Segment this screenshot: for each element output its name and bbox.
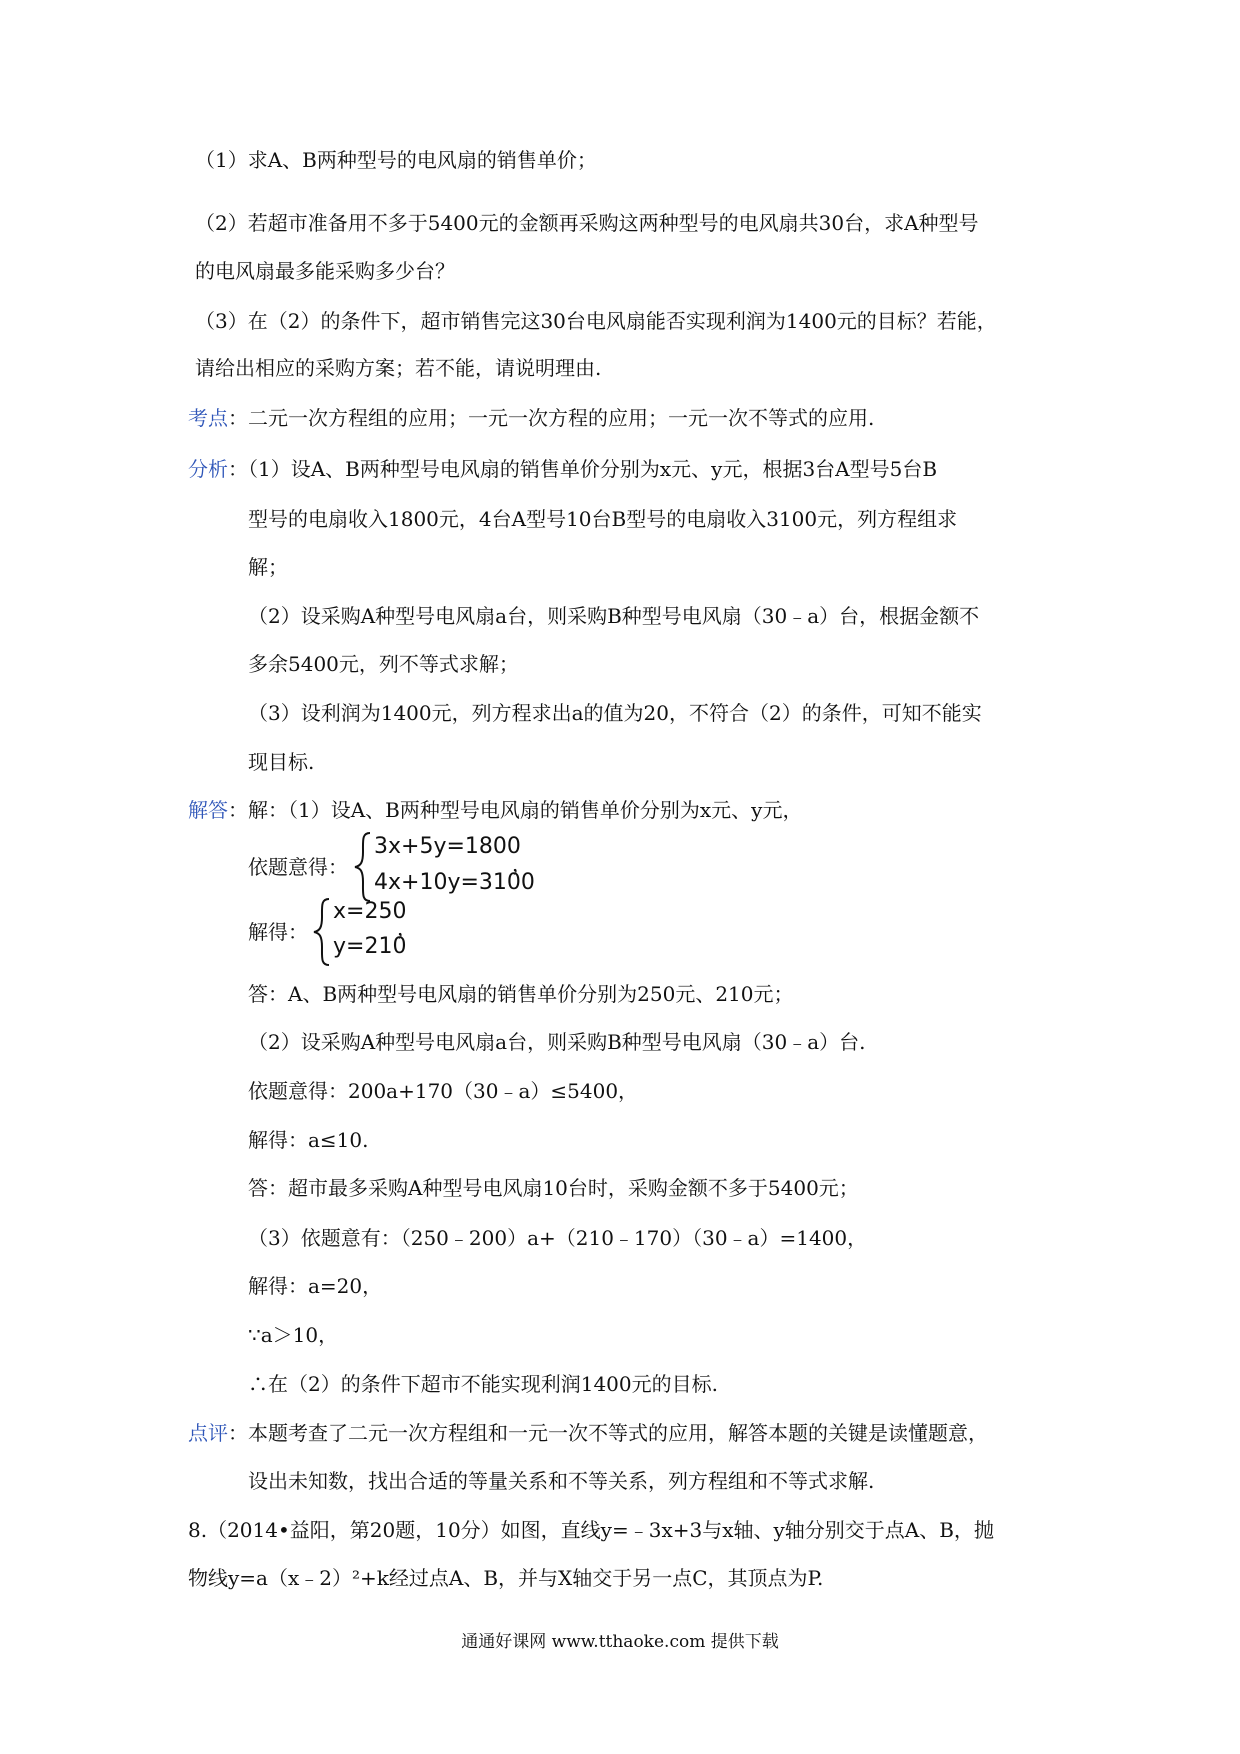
kaodian-row <box>188 404 874 432</box>
fenxi-line-2: 型号的电扇收入1800元，4台A型号10台B型号的电扇收入3100元，列方程组求 <box>248 507 958 531</box>
jieda-row <box>188 796 802 824</box>
part-2-setup: （2）设采购A种型号电风扇a台，则采购B种型号电风扇（30﹣a）台. <box>248 1030 866 1054</box>
part-3-equation: （3）依题意有：（250﹣200）a+（210﹣170）（30﹣a）=1400， <box>248 1226 868 1250</box>
jiede-label-1: 解得： <box>248 920 308 944</box>
system-2-equation-1: x=250 <box>333 899 407 924</box>
fenxi-line-4: （2）设采购A种型号电风扇a台，则采购B种型号电风扇（30﹣a）台，根据金额不 <box>248 604 980 628</box>
part-3-solution: 解得：a=20， <box>248 1274 383 1298</box>
left-brace-icon <box>352 830 374 904</box>
because-line: ∵a＞10， <box>248 1323 339 1347</box>
dianping-row <box>188 1419 988 1447</box>
fenxi-line-3: 解； <box>248 555 288 579</box>
dianping-line-2: 设出未知数，找出合适的等量关系和不等关系，列方程组和不等式求解. <box>248 1469 875 1493</box>
part-2-solution: 解得：a≤10. <box>248 1128 369 1152</box>
therefore-line: ∴在（2）的条件下超市不能实现利润1400元的目标. <box>248 1372 718 1396</box>
dianping-label: 点评 <box>188 1421 228 1445</box>
page-footer: 通通好课网 www.tthaoke.com 提供下载 <box>461 1632 779 1652</box>
dianping-line-1: ：本题考查了二元一次方程组和一元一次不等式的应用，解答本题的关键是读懂题意， <box>228 1421 988 1445</box>
part-2-answer: 答：超市最多采购A种型号电风扇10台时，采购金额不多于5400元； <box>248 1176 859 1200</box>
system-2-equation-2: y=210 <box>333 934 407 959</box>
yiti-label-1: 依题意得： <box>248 855 348 879</box>
answer-1: 答：A、B两种型号电风扇的销售单价分别为250元、210元； <box>248 982 794 1006</box>
left-brace-icon <box>311 896 333 968</box>
kaodian-label: 考点 <box>188 406 228 430</box>
system-1-equation-1: 3x+5y=1800 <box>374 834 521 859</box>
jieda-label: 解答 <box>188 798 228 822</box>
fenxi-label: 分析 <box>188 457 228 481</box>
part-2-inequality: 依题意得：200a+170（30﹣a）≤5400， <box>248 1079 639 1103</box>
fenxi-line-7: 现目标. <box>248 750 315 774</box>
fenxi-line-5: 多余5400元，列不等式求解； <box>248 652 519 676</box>
problem-8-line-2: 物线y=a（x﹣2）²+k经过点A、B，并与X轴交于另一点C，其顶点为P. <box>188 1566 824 1590</box>
problem-8-line-1: 8.（2014•益阳，第20题，10分）如图，直线y=﹣3x+3与x轴、y轴分别交于点A、B，抛 <box>188 1518 994 1542</box>
question-2-line-1: （2）若超市准备用不多于5400元的金额再采购这两种型号的电风扇共30台，求A种型号 <box>195 211 979 235</box>
jieda-line-1: ：解：（1）设A、B两种型号电风扇的销售单价分别为x元、y元， <box>228 798 803 822</box>
fenxi-row <box>188 455 937 483</box>
fenxi-line-1: ：（1）设A、B两种型号电风扇的销售单价分别为x元、y元，根据3台A型号5台B <box>228 457 938 481</box>
kaodian-text: ：二元一次方程组的应用；一元一次方程的应用；一元一次不等式的应用. <box>228 406 875 430</box>
question-2-line-2: 的电风扇最多能采购多少台？ <box>195 259 455 283</box>
fenxi-line-6: （3）设利润为1400元，列方程求出a的值为20，不符合（2）的条件，可知不能实 <box>248 701 982 725</box>
system-1-comma: ， <box>512 852 532 876</box>
question-1: （1）求A、B两种型号的电风扇的销售单价； <box>195 148 597 172</box>
system-1-equation-2: 4x+10y=3100 <box>374 870 535 895</box>
question-3-line-1: （3）在（2）的条件下，超市销售完这30台电风扇能否实现利润为1400元的目标？若能， <box>195 309 997 333</box>
question-3-line-2: 请给出相应的采购方案；若不能，请说明理由. <box>195 356 602 380</box>
system-2-comma: ， <box>397 916 417 940</box>
